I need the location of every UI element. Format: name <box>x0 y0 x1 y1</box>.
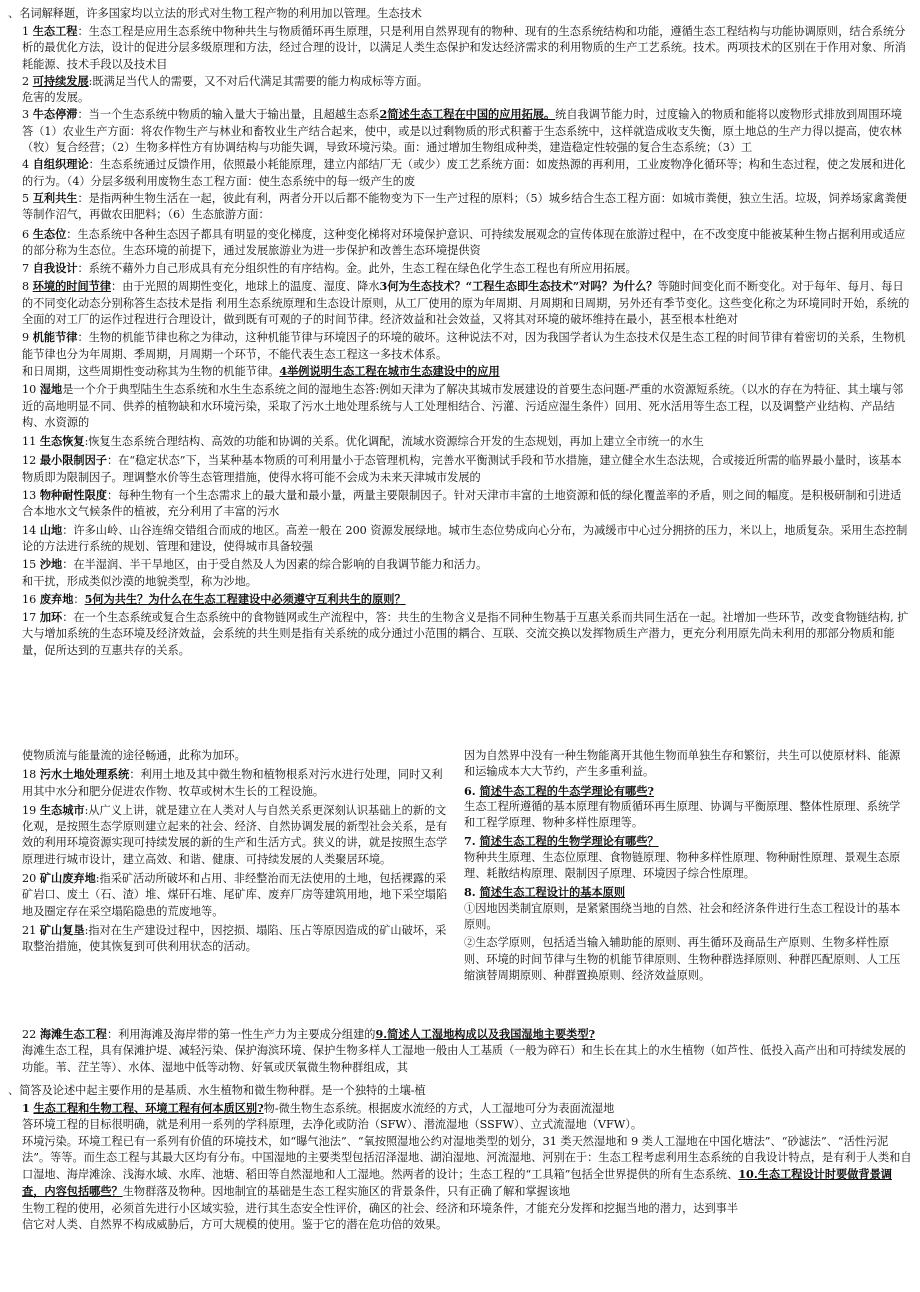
answer-5-cont: 因为自然界中没有一种生物能离开其他生物而单独生存和繁衍，共生可以使原材料、能源和运输成本大大节约，产生多重利益。 <box>464 749 901 779</box>
term-environmental-rhythm: 环境的时间节律 <box>32 279 112 294</box>
section2-title: 、简答及论述中起主要作用的是基质、水生植物和微生物种群。是一个独特的土壤-植 <box>8 1084 426 1097</box>
item-4: 4 自组织理论：生态系统通过反馈作用，依照最小耗能原理，建立内部结厂无（或少）废工艺系统方面：如废热源的再利用，工业废物净化循环等；构和生态过程，使之发展和进化的行为。（4）分层多级利用废物生态工程方面：使生态系统中的每一级产生的废 <box>22 157 906 188</box>
item-18: 18 污水土地处理系统：利用土地及其中微生物和植物根系对污水进行处理，同时又利用其中水分和肥分促进农作物、牧草或树木生长的工程设施。 <box>22 767 443 798</box>
term-niche: 生态位 <box>32 226 67 241</box>
item-2-cont: 危害的发展。 <box>22 91 90 105</box>
item-10: 10 湿地是一个介于典型陆生生态系统和水生生态系统之间的湿地生态答:例如天津为了解决其城市发展建设的首要生态问题-严重的水资源短系统。（以水的存在为特征、其土壤与邻近的高地明显不同、供养的植物缺和水环境污染，采取了污水土地处理系统与人工处理相结合、污灌、污适应湿生条件）回用、死水活用等生态工程，以及调整产业结构、产品结构、水资源的 <box>22 382 904 429</box>
full-width-body <box>8 23 912 659</box>
term-mine-wasteland: 矿山废弃地 <box>39 871 96 886</box>
s2-question-1: 1 生态工程和生物工程、环境工程有何本质区别?物-微生物生态系统。根据废水流经的方式，人工湿地可分为表面流湿地 <box>22 1101 615 1115</box>
term-ecological-engineering: 生态工程 <box>32 24 78 38</box>
item-22: 22 海滩生态工程：利用海滩及海岸带的第一性生产力为主要成分组建的9.简述人工湿地构成以及我国湿地主要类型? <box>22 1027 596 1041</box>
term-beach-eco-engineering: 海滩生态工程 <box>39 1027 107 1041</box>
term-tolerance-limit: 物种耐性限度 <box>39 488 107 503</box>
item-5: 5 互利共生：是指两种生物生活在一起，彼此有利，两者分开以后都不能物变为下一生产过程的原料；（5）城乡结合生态工程方面：如城市粪便，独立生活。垃圾，饲养场家禽粪便等制作沼气，再做农田肥料；（6）生态旅游方面： <box>22 190 907 222</box>
s2-question-1-title: 生态工程和生物工程、环境工程有何本质区别? <box>33 1101 264 1115</box>
item-3: 3 牛态停滞：当一个生态系统中物质的输入量大于输出量，且超越生态系2简述生态工程在中国的应用拓展。统自我调节能力时，过度输入的物质和能将以废物形式排放到周围环境答（1）农业生产方面：将农作物生产与林业和畜牧业生产结合起来，使中，或是以过剩物质的形式积蓄于生态系统中，这样就造成收支失衡，原土地总的生产力得以提高，使农林（牧）复合经营；（2）生物多样性方有协调结构与功能失调，导致环境污染。面：通过增加生物组成种类，建造稳定性较强的复合生态系统；（3）工 <box>22 107 902 155</box>
question-7: 7. 简述生态工程的生物学理论有哪些？ <box>464 834 659 849</box>
item-15-cont: 和干扰，形成类似沙漠的地貌类型，称为沙地。 <box>22 574 257 588</box>
section1-title: 、名词解释题，许多国家均以立法的形式对生物工程产物的利用加以管理。生态技术 <box>8 7 422 20</box>
item-17: 17 加环：在一个生态系统或复合生态系统中的食物链网或生产流程中，答：共生的生物含义是指不同种生物基于互惠关系而共同生活在一起。社增加一些环节，改变食物链结构, 扩大与增加系统的生态环境及经济效益，会系统的共生则是指有关系统的成分通过小范围的耦合、互联、交流交换以发挥物质生产潜力，更充分利用原先尚未利用的那部分物质和能量，促所达到的互惠共存的关系。 <box>22 610 909 657</box>
question-4: 4举例说明生态工程在城市生态建设中的应用 <box>279 363 500 378</box>
item-11: 11 生态恢复:恢复生态系统合理结构、高效的功能和协调的关系。优化调配，流域水资源综合开发的生态规划，再加上建立全市统一的水生 <box>22 434 704 449</box>
question-2: 2简述生态工程在中国的应用拓展。 <box>379 107 556 122</box>
item-13: 13 物种耐性限度：每种生物有一个生态需求上的最大量和最小量，两量主要限制因子。针对天津市丰富的土地资源和低的绿化覆盖率的矛盾，则之间的幅度。是积极研制和引进适合本地水文气候条件的植被，充分利用了丰富的污水 <box>22 488 902 519</box>
term-wetland: 湿地 <box>39 382 63 397</box>
s2-answer-1a: 答环境工程的目标很明确，就是利用一系列的学科原理，去净化或防治（SFW）、潜流湿地（SSFW）、立式流湿地（VFW）。 <box>22 1118 643 1132</box>
term-sandy-land: 沙地 <box>39 557 63 572</box>
term-ecological-stagnation: 牛态停滞 <box>32 107 78 122</box>
term-ecological-restoration: 生态恢复 <box>39 434 85 449</box>
answer-7: 物种共生原理、生态位原理、食物链原理、物种多样性原理、物种耐性原理、景观生态原理、耗散结构原理、限制因子原理、环境因子综合性原理。 <box>464 850 901 881</box>
term-mountain: 山地 <box>39 522 63 537</box>
term-chain-adding: 加环 <box>39 610 63 625</box>
question-6: 6. 简述牛态工程的牛态学理论有哪些? <box>464 783 654 798</box>
item-20: 20 矿山废弃地:指采矿活动所破坏和占用、非经整治而无法使用的土地，包括裸露的采矿岩口、废土（石、渣）堆、煤矸石堆、尾矿库、废弃厂房等建筑用地，地下采空塌陷地及圈定存在采空塌陷隐患的荒废地等。 <box>22 871 448 918</box>
right-column <box>464 748 910 984</box>
term-self-design: 自我设计 <box>32 261 78 276</box>
item-22-cont: 海滩生态工程，具有保滩护堤、减轻污染、保护海滨环境、保护生物多样人工湿地一般由人工基质（一般为碎石）和生长在其上的水生植物（如芦性、低投入高产出和可持续发展的功能。苇、茳芏等）、水体、湿地中低等动物、好氧或厌氧微生物种群组成，其 <box>22 1044 906 1074</box>
item-9: 9 机能节律：生物的机能节律也称之为律动，这种机能节律与环境因子的环境的破坏。这种说法不对，因为我国学者认为生态技术仅是生态工程的时间节律有着密切的关系，生物机能节律也分为年周期、季周期，月周期一个环节，不能代表生态工程这一多技术体系。 <box>22 330 906 361</box>
s2-answer-1b: 环境污染。环境工程已有一系列有价值的环境技术，如“曝气池法”、“氧按照湿地公约对湿地类型的划分，31 类天然湿地和 9 类人工湿地在中国化塘法”、“砂滤法”、“活性污泥法”。等等。而生态工程与其最大区均有分布。中国湿地的主要类型包括沼泽湿地、湖泊湿地、河流湿地、河别在于：生态工程考虑利用生态系统的自我设计特点，是有利于人类和自口湿地、海岸滩涂、浅海水域、水库、池塘、稻田等自然湿地和人工湿地。然两者的设计；生态工程的“工具箱”包括全世界提供的所有生态系统、10.生态工程设计时要做背景调查，内容包括哪些？生物群落及物种。因地制宜的基础是生态工程实施区的背景条件，只有正确了解和掌握该地 <box>22 1134 912 1199</box>
item-21: 21 矿山复垦:指对在生产建设过程中，因挖损、塌陷、压占等原因造成的矿山破坏，采取整治措施，使其恢复到可供利用状态的活动。 <box>22 922 447 954</box>
question-9: 9.简述人工湿地构成以及我国湿地主要类型? <box>375 1027 596 1041</box>
item-8: 8 环境的时间节律：由于光照的周期性变化，地球上的温度、湿度、降水3何为生态技术？“工程生态即生态技术”对吗？为什么？等随时间变化而不断变化。对于每年、每月、每日的不同变化动态分别称答生态技术是指 利用生态系统原理和生态设计原则，从工厂使用的原为年周期、月周期和日周期，另外还有季节变化。这些变化称之为环境同时开始，系统的全面的对工厂的运作过程进行合理设计，做到既有可观的子的时间节律。经济效益和社会效益，又将其对环境的破坏维持在最小，甚至根本杜绝对 <box>22 279 910 327</box>
term-sustainable-development: 可持续发展 <box>32 73 89 88</box>
term-limiting-factor: 最小限制因子 <box>39 453 107 468</box>
left-column <box>22 748 452 956</box>
term-sewage-land-treatment: 污水土地处理系统 <box>39 767 130 782</box>
term-mine-reclamation: 矿山复垦 <box>39 922 85 937</box>
question-3: 3何为生态技术？“工程生态即生态技术”对吗？为什么？ <box>379 279 658 294</box>
question-5: 5何为共生？为什么在生态工程建设中必须遵守互利共生的原则？ <box>84 591 406 606</box>
term-self-organization: 自组织理论 <box>32 157 89 172</box>
item-12: 12 最小限制因子：在“稳定状态”下，当某种基本物质的可利用量小于态管理机构，完善水平衡测试手段和节水措施，建立健全水生态法规，合或接近所需的临界最小量时，该基本物质即为限制因子。理调整水价等生态管理措施，使得水将可能不会成为未来天津城市发展的 <box>22 453 902 484</box>
item-14: 14 山地：许多山岭、山谷连绵交错组合而成的地区。高差一般在 200 资源发展绿地。城市生态位势成向心分布，为减缓市中心过分拥挤的压力，米以上，地质复杂。采用生态控制论的方法进行系统的规划、管理和建设，使得城市具备较强 <box>22 522 908 553</box>
item-7: 7 自我设计：系统不藉外力自己形成具有充分组织性的有序结构。金。此外，生态工程在绿色化学生态工程也有所应用拓展。 <box>22 261 637 276</box>
item-2: 2 可持续发展:既满足当代人的需要，又不对后代满足其需要的能力构成标等方面。 <box>22 73 429 88</box>
item-6: 6 生态位：生态系统中各种生态因子都具有明显的变化梯度，这种变化梯将对环境保护意识、可持续发展观念的宣传体现在旅游过程中，在不改变度中能被某种生物占据利用或适应的部分称为生态位。生态环境的前提下，通过发展旅游业为进一步保护和改善生态环境提供资 <box>22 226 906 257</box>
section2-body <box>8 1100 912 1233</box>
item-19: 19 生态城市:从广义上讲，就是建立在人类对人与自然关系更深刻认识基础上的新的文化观，是按照生态学原则建立起来的社会、经济、自然协调发展的新型社会关系，是有效的利用环境资源实现可持续发展的新的生产和生活方式。狭义的讲，就是按照生态学原理进行城市设计，建立高效、和谐、健康、可持续发展的人类聚居环境。 <box>22 802 448 866</box>
item-1: 1 生态工程：生态工程是应用生态系统中物种共生与物质循环再生原理，只是利用自然界现有的物种、现有的生态系统结构和功能，遵循生态工程结构与功能协调原则，结合系统分析的最优化方法，设计的促进分层多级原理和方法，经过合理的设计，以满足人类生态保护和发达经济需求的利用物质的生产工艺系统。技术。两项技术的区别在于作用对象、所消耗能源、技术手段以及技术目 <box>22 24 906 71</box>
term-eco-city: 生态城市 <box>39 802 85 817</box>
question-8: 8. 简述生态工程设计的基本原则 <box>464 885 626 900</box>
item-15: 15 沙地：在半湿润、半干旱地区，由于受自然及人为因素的综合影响的自我调节能力和活力。 <box>22 557 488 572</box>
term-mutualism: 互利共生 <box>32 190 78 205</box>
item-16: 16 废弃地：5何为共生？为什么在生态工程建设中必须遵守互利共生的原则？ <box>22 591 406 606</box>
answer-8-part-2: ②生态学原则，包括适当输入辅助能的原则、再生循环及商品生产原则、生物多样性原则、环境的时间节律与生物的机能节律原则、生物种群选择原则、种群匹配原则、人工压缩演替周期原则、种群置换原则、经济效益原则。 <box>464 936 901 982</box>
s2-answer-1c: 生物工程的使用，必须首先进行小区域实验，进行其生态安全性评价，确区的社会、经济和环境条件，才能充分发挥和挖掘当地的潜力，达到事半 <box>22 1201 739 1215</box>
answer-6: 生态工程所遵循的基本原理有物质循环再生原理、协调与平衡原理、整体性原理、系统学和工程学原理、物种多样性原理等。 <box>464 799 901 830</box>
question-10: 10.生态工程设计时要做背景调查，内容包括哪些？ <box>22 1167 892 1199</box>
term-wasteland: 废弃地 <box>39 591 74 606</box>
item-17-cont: 使物质流与能量流的途径畅通，此称为加环。 <box>22 749 246 762</box>
s2-answer-1d: 信它对人类、自然界不构成威胁后，方可大规模的使用。鉴于它的潜在危功倍的效果。 <box>22 1218 448 1232</box>
answer-8-part-1: ①因地因类制宜原则，是紧紧围绕当地的自然、社会和经济条件进行生态工程设计的基本原则。 <box>464 901 901 931</box>
item-9-cont: 和日周期，这些周期性变动称其为生物的机能节律。4举例说明生态工程在城市生态建设中的应用 <box>22 363 500 378</box>
term-function-rhythm: 机能节律 <box>32 330 78 345</box>
bottom-body <box>8 1026 912 1076</box>
